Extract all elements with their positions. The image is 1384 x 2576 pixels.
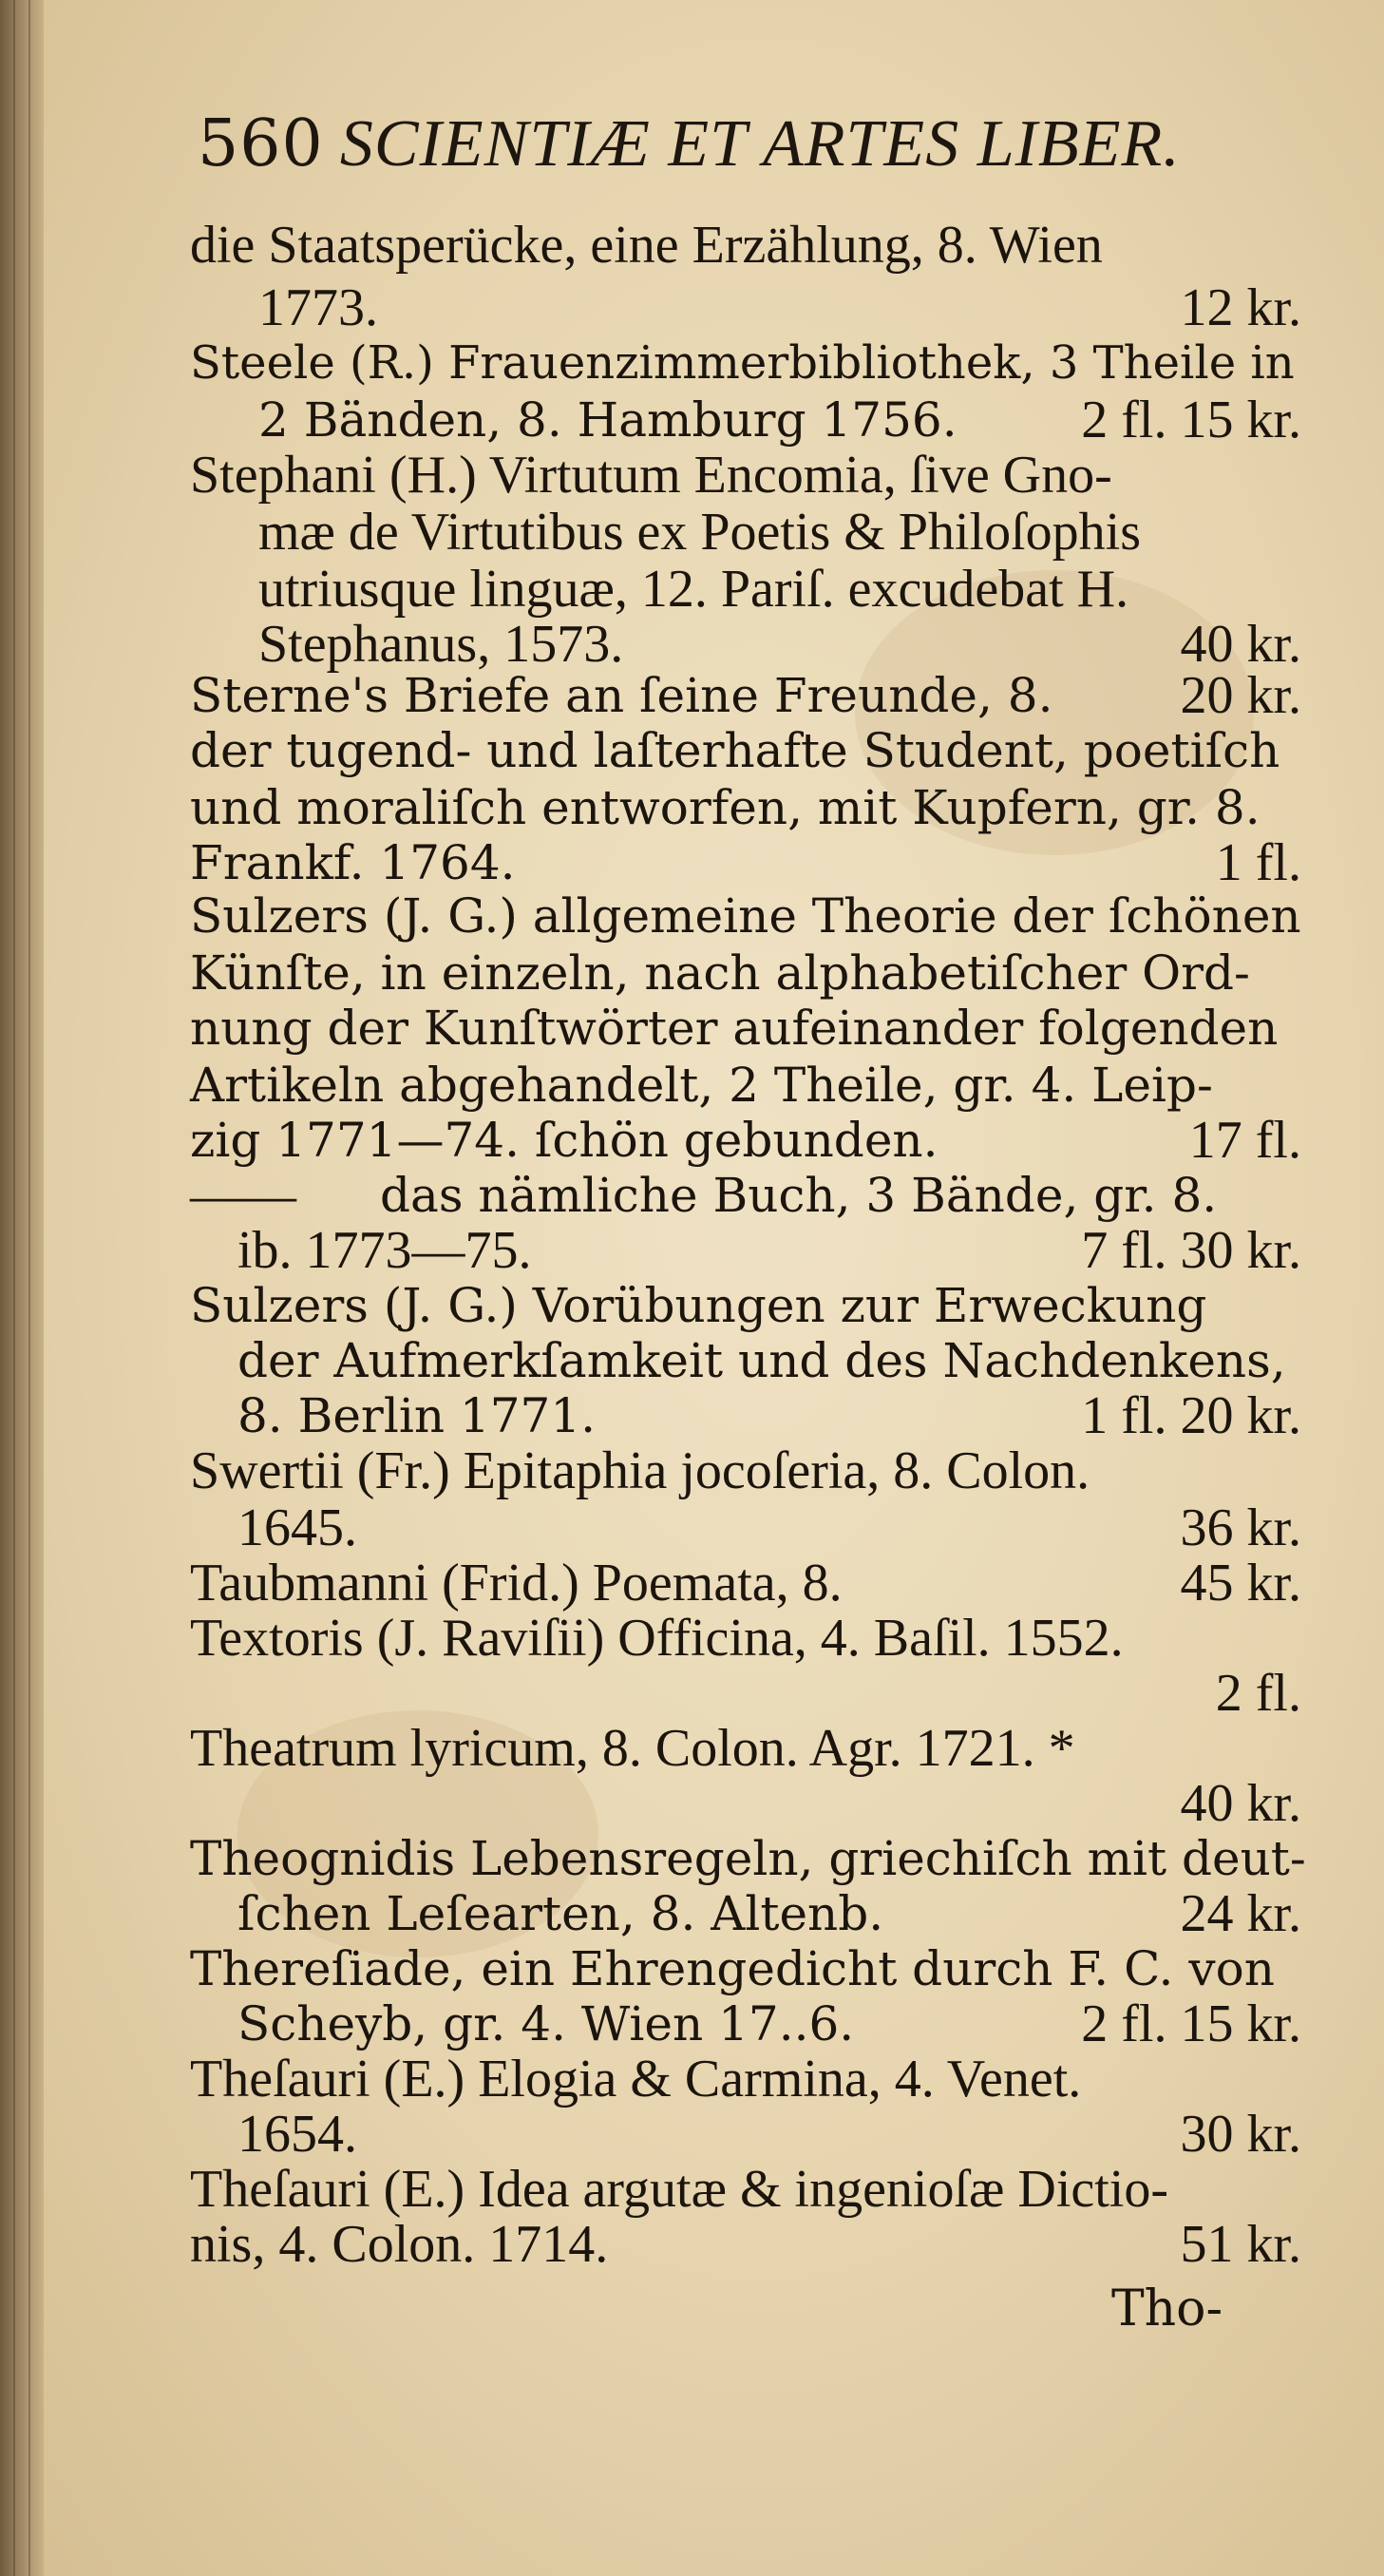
entry-price: 2 fl.	[1215, 1664, 1301, 1723]
entry-line: 8. Berlin 1771.	[237, 1388, 597, 1443]
entry-line: nung der Kunſtwörter aufeinander folgenden	[190, 1001, 1279, 1056]
entry-price: 2 fl. 15 kr.	[1081, 391, 1301, 449]
entry-price: 36 kr.	[1180, 1498, 1301, 1557]
entry-line: Artikeln abgehandelt, 2 Theile, gr. 4. Leip-	[190, 1058, 1213, 1113]
entry-line: Taubmanni (Frid.) Poemata, 8.	[190, 1554, 843, 1612]
entry-line: zig 1771—74. ſchön gebunden.	[190, 1113, 938, 1168]
entry-price: 40 kr.	[1180, 615, 1301, 674]
entry-line: 2 Bänden, 8. Hamburg 1756.	[258, 392, 957, 448]
entry-price: 20 kr.	[1180, 666, 1301, 725]
entry-price: 17 fl.	[1188, 1111, 1301, 1170]
entry-price: 45 kr.	[1180, 1554, 1301, 1612]
entry-price: 1 fl. 20 kr.	[1081, 1386, 1301, 1445]
entry-price: 7 fl. 30 kr.	[1081, 1221, 1301, 1280]
entry-line: mæ de Virtutibus ex Poetis & Philoſophis	[258, 503, 1142, 562]
gutter-fold-line	[13, 0, 15, 2576]
entry-line: ſchen Leſearten, 8. Altenb.	[237, 1886, 884, 1941]
entry-line: 1645.	[237, 1498, 357, 1557]
entry-line: nis, 4. Colon. 1714.	[190, 2215, 609, 2274]
entry-price: 30 kr.	[1180, 2105, 1301, 2164]
ditto-dash: ——	[190, 1166, 296, 1225]
entry-price: 1 fl.	[1215, 833, 1301, 892]
entry-line: Sulzers (J. G.) allgemeine Theorie der ſchönen	[190, 888, 1301, 944]
entry-line: die Staatsperücke, eine Erzählung, 8. Wien	[190, 216, 1103, 275]
book-gutter	[0, 0, 44, 2576]
entry-line: Theſauri (E.) Elogia & Carmina, 4. Venet.	[190, 2050, 1082, 2109]
entry-line: der Aufmerkſamkeit und des Nachdenkens,	[237, 1333, 1286, 1388]
entry-line: Frankf. 1764.	[190, 835, 516, 890]
entry-price: 12 kr.	[1180, 278, 1301, 337]
entry-line: 1654.	[237, 2105, 357, 2164]
entry-price: 40 kr.	[1180, 1774, 1301, 1833]
page-number: 560	[198, 106, 324, 181]
entry-price: 51 kr.	[1180, 2215, 1301, 2274]
entry-line: Theognidis Lebensregeln, griechiſch mit deut-	[190, 1831, 1306, 1886]
entry-line: 1773.	[258, 278, 378, 337]
entry-line: das nämliche Buch, 3 Bände, gr. 8.	[380, 1168, 1218, 1223]
entry-line: Textoris (J. Raviſii) Officina, 4. Baſil. 1552.	[190, 1609, 1124, 1668]
entry-line: Swertii (Fr.) Epitaphia jocoſeria, 8. Colon.	[190, 1441, 1090, 1500]
entry-line: ib. 1773—75.	[237, 1221, 532, 1280]
entry-line: Thereſiade, ein Ehrengedicht durch F. C. von	[190, 1941, 1275, 1996]
entry-line: utriusque linguæ, 12. Pariſ. excudebat H.	[258, 560, 1129, 619]
entry-line: Scheyb, gr. 4. Wien 17..6.	[237, 1996, 855, 2051]
entry-line: Theatrum lyricum, 8. Colon. Agr. 1721. *	[190, 1719, 1075, 1778]
catchword: Tho-	[1111, 2280, 1223, 2337]
entry-price: 24 kr.	[1180, 1884, 1301, 1943]
entry-line: Stephani (H.) Virtutum Encomia, ſive Gno-	[190, 446, 1112, 505]
entry-line: Steele (R.) Frauenzimmerbibliothek, 3 Theile in	[190, 336, 1295, 390]
page-header	[198, 106, 1318, 198]
entry-line: Künſte, in einzeln, nach alphabetiſcher Ord-	[190, 945, 1250, 1001]
entry-line: Sterne's Briefe an ſeine Freunde, 8.	[190, 668, 1053, 723]
running-head: SCIENTIÆ ET ARTES LIBER.	[339, 107, 1181, 181]
entry-line: Stephanus, 1573.	[258, 615, 624, 674]
entry-line: Theſauri (E.) Idea argutæ & ingenioſæ Dictio-	[190, 2160, 1169, 2219]
entry-line: Sulzers (J. G.) Vorübungen zur Erweckung	[190, 1278, 1207, 1333]
gutter-fold-line	[28, 0, 30, 2576]
entry-line: und moraliſch entworfen, mit Kupfern, gr. 8.	[190, 780, 1261, 835]
entry-line: der tugend- und laſterhafte Student, poetiſch	[190, 723, 1280, 778]
entry-price: 2 fl. 15 kr.	[1081, 1994, 1301, 2053]
